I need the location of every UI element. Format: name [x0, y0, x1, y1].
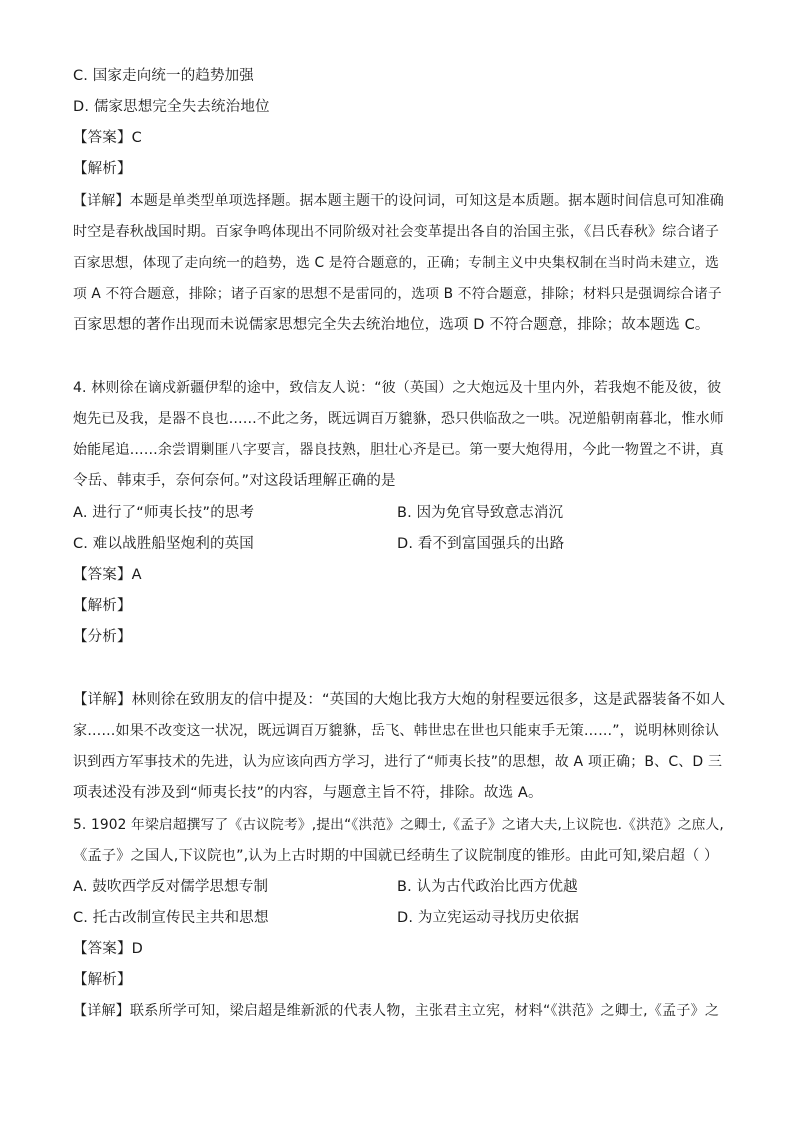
q3-detail-line: 项 A 不符合题意，排除；诸子百家的思想不是雷同的，选项 B 不符合题意，排除；材料只是强调综合诸子 [73, 286, 722, 302]
q5-stem-line: 《孟子》之国人,下议院也”,认为上古时期的中国就已经萌生了议院制度的锥形。由此可知,梁启超（ ） [73, 848, 719, 864]
q5-stem-line: 5. 1902 年梁启超撰写了《古议院考》,提出“《洪范》之卿士,《孟子》之诸大夫,上议院也.《洪范》之庶人, [73, 817, 724, 833]
q4-detail-line: 【详解】林则徐在致朋友的信中提及：“英国的大炮比我方大炮的射程要远很多，这是武器装备不如人 [73, 692, 726, 708]
q3-detail-line: 时空是春秋战国时期。百家争鸣体现出不同阶级对社会变革提出各自的治国主张，《吕氏春秋》综合诸子 [73, 224, 719, 240]
q4-fenxi-heading: 【分析】 [73, 629, 132, 645]
q4-detail-line: 识到西方军事技术的先进，认为应该向西方学习，进行了“师夷长技”的思想，故 A 项正确；B、C、D 三 [73, 754, 723, 770]
q4-option-d: D. 看不到富国强兵的出路 [397, 536, 565, 552]
q5-option-b: B. 认为古代政治比西方优越 [397, 879, 578, 895]
q4-answer: 【答案】A [73, 567, 142, 583]
q4-option-a: A. 进行了“师夷长技”的思考 [73, 505, 255, 521]
q4-option-c: C. 难以战胜船坚炮利的英国 [73, 536, 254, 552]
q3-option-c: C. 国家走向统一的趋势加强 [73, 68, 254, 84]
q4-detail-line: 项表述没有涉及到“师夷长技”的内容，与题意主旨不符，排除。故选 A。 [73, 785, 543, 801]
q5-analysis-heading: 【解析】 [73, 972, 132, 988]
q4-stem-line: 令岳、韩束手，奈何奈何。”对这段话理解正确的是 [73, 473, 396, 489]
q4-detail-line: 家……如果不改变这一状况，既远调百万貔貅，岳飞、韩世忠在世也只能束手无策……”，说明林则徐认 [73, 723, 719, 739]
q5-option-c: C. 托古改制宣传民主共和思想 [73, 910, 269, 926]
q4-option-b: B. 因为免官导致意志消沉 [397, 505, 564, 521]
q5-option-a: A. 鼓吹西学反对儒学思想专制 [73, 879, 269, 895]
q4-stem-line: 始能尾追……余尝谓剿匪八字要言，器良技熟，胆壮心齐是已。第一要大炮得用，今此一物置之不讲，真 [73, 442, 724, 458]
q3-detail-line: 百家思想的著作出现而未说儒家思想完全失去统治地位，选项 D 不符合题意，排除；故本题选 C。 [73, 317, 710, 333]
q3-detail-line: 百家思想，体现了走向统一的趋势，选 C 是符合题意的，正确；专制主义中央集权制在当时尚未建立，选 [73, 255, 719, 271]
q4-stem-line: 4. 林则徐在谪戍新疆伊犁的途中，致信友人说：“彼（英国）之大炮远及十里内外，若我炮不能及彼，彼 [73, 380, 722, 396]
q3-analysis-heading: 【解析】 [73, 161, 132, 177]
q3-detail-line: 【详解】本题是单类型单项选择题。据本题主题干的设问词，可知这是本质题。据本题时间信息可知准确 [73, 193, 724, 209]
q3-option-d: D. 儒家思想完全失去统治地位 [73, 99, 270, 115]
q4-stem-line: 炮先已及我，是器不良也……不此之务，既远调百万貔貅，恐只供临敌之一哄。况逆船朝南暮北，惟水师 [73, 411, 724, 427]
q4-analysis-heading: 【解析】 [73, 598, 132, 614]
q5-detail-line: 【详解】联系所学可知，梁启超是维新派的代表人物，主张君主立宪，材料“《洪范》之卿士,《孟子》之 [73, 1003, 719, 1019]
q5-answer: 【答案】D [73, 941, 143, 957]
q3-answer: 【答案】C [73, 130, 142, 146]
q5-option-d: D. 为立宪运动寻找历史依据 [397, 910, 579, 926]
